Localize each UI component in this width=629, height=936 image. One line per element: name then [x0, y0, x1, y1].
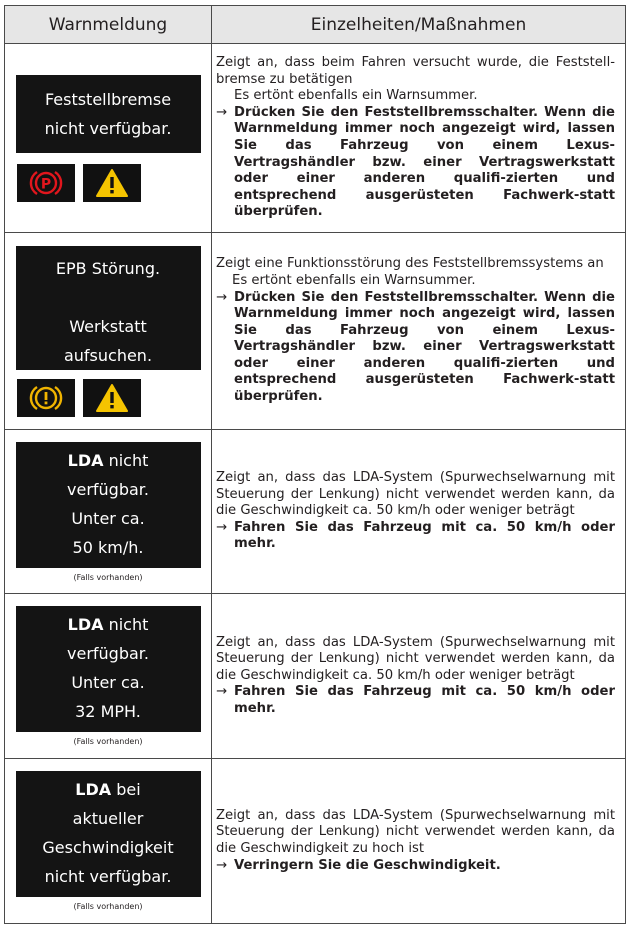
lda-label: LDA: [67, 450, 104, 470]
column-header-details: Einzelheiten/Maßnahmen: [212, 6, 626, 44]
action-text: Verringern Sie die Geschwindigkeit.: [234, 857, 501, 873]
warning-triangle-icon: [83, 164, 141, 202]
arrow-icon: →: [216, 857, 228, 873]
warning-cell: [5, 44, 212, 233]
warning-icons: [17, 379, 211, 417]
details-cell: [212, 44, 626, 233]
display-line: aufsuchen.: [63, 345, 153, 365]
display-line: Werkstatt: [69, 316, 147, 336]
table-row: [5, 233, 626, 430]
display-line: [16, 775, 201, 804]
warning-display: [16, 606, 201, 732]
display-line: nicht verfügbar.: [44, 867, 172, 886]
display-line: [16, 446, 201, 475]
warning-display: [16, 246, 201, 370]
lda-label: LDA: [67, 615, 104, 634]
description-text: Zeigt an, dass das LDA-System (Spurwechselwarnung mit Steuerung der Lenkung) nicht verwendet werden kann, da die Geschwindigkeit ca. 50 km/h oder weniger beträgt: [216, 470, 615, 519]
details-cell: [212, 430, 626, 594]
display-line: Unter ca.: [71, 508, 145, 528]
availability-note: (Falls vorhanden): [73, 572, 143, 582]
description-text: Zeigt an, dass beim Fahren versucht wurde, die Feststell-bremse zu betätigen: [216, 55, 615, 87]
action-instruction: [216, 290, 615, 406]
display-line: Geschwindigkeit: [42, 838, 174, 857]
table-header-row: [5, 6, 626, 44]
display-text: nicht: [103, 450, 149, 470]
warning-icons: [17, 164, 211, 202]
buzzer-note: Es ertönt ebenfalls ein Warnsummer.: [232, 272, 476, 288]
description-text: Zeigt an, dass das LDA-System (Spurwechselwarnung mit Steuerung der Lenkung) nicht verwendet werden kann, da die Geschwindigkeit zu hoch ist: [216, 807, 615, 856]
display-line: verfügbar.: [67, 479, 149, 499]
display-line: verfügbar.: [67, 644, 149, 663]
display-line: EPB Störung.: [55, 258, 161, 278]
details-cell: [212, 233, 626, 430]
warning-cell: [5, 430, 212, 594]
action-instruction: [216, 684, 615, 717]
warning-display: [16, 442, 201, 568]
lda-label: LDA: [75, 780, 112, 799]
display-line: nicht verfügbar.: [44, 118, 172, 138]
warning-cell: [5, 233, 212, 430]
warning-table: [4, 5, 626, 924]
availability-note: (Falls vorhanden): [73, 902, 143, 911]
display-text: bei: [111, 780, 141, 799]
column-header-warning: Warnmeldung: [5, 6, 212, 44]
display-line: [16, 283, 201, 312]
warning-display: [16, 771, 201, 897]
arrow-icon: →: [216, 104, 228, 120]
parking-brake-icon: [17, 164, 75, 202]
display-line: 50 km/h.: [72, 537, 144, 557]
availability-note: (Falls vorhanden): [73, 737, 143, 746]
warning-triangle-icon: [83, 379, 141, 417]
description-text: Zeigt an, dass das LDA-System (Spurwechselwarnung mit Steuerung der Lenkung) nicht verwendet werden kann, da die Geschwindigkeit ca. 50 km/h oder weniger beträgt: [216, 634, 615, 683]
arrow-icon: →: [216, 684, 228, 700]
action-instruction: [216, 105, 615, 221]
svg-text:P: P: [40, 176, 52, 192]
display-line: [16, 610, 201, 639]
action-text: Fahren Sie das Fahrzeug mit ca. 50 km/h oder mehr.: [234, 684, 615, 716]
arrow-icon: →: [216, 519, 228, 535]
description-text: Zeigt eine Funktionsstörung des Feststellbremssystems an: [216, 256, 604, 272]
table-row: [5, 759, 626, 924]
action-text: Fahren Sie das Fahrzeug mit ca. 50 km/h oder mehr.: [234, 519, 615, 552]
action-text: Drücken Sie den Feststellbremsschalter. Wenn die Warnmeldung immer noch angezeigt wird, lassen Sie das Fahrzeug von einem Lexus-Vertragshändler bzw. einer Vertragswerkstatt oder einer anderen qualifi-zierten und entsprechend ausgerüsteten Fachwerk-statt überprüfen.: [234, 104, 615, 220]
arrow-icon: →: [216, 289, 228, 305]
warning-display: [16, 75, 201, 153]
display-line: aktueller: [72, 809, 144, 828]
action-instruction: [216, 520, 615, 553]
display-line: Unter ca.: [71, 673, 145, 692]
display-line: Feststellbremse: [44, 89, 172, 109]
details-cell: [212, 759, 626, 924]
warning-cell: [5, 759, 212, 924]
details-cell: [212, 594, 626, 759]
action-instruction: [216, 858, 615, 875]
table-row: [5, 594, 626, 759]
table-row: [5, 44, 626, 233]
action-text: Drücken Sie den Feststellbremsschalter. Wenn die Warnmeldung immer noch angezeigt wird, lassen Sie das Fahrzeug von einem Lexus-Vertragshändler bzw. einer Vertragswerkstatt oder einer anderen qualifi-zierten und entsprechend ausgerüsteten Fachwerk-statt überprüfen.: [234, 289, 615, 405]
brake-system-icon: [17, 379, 75, 417]
buzzer-note: Es ertönt ebenfalls ein Warnsummer.: [234, 88, 478, 104]
display-line: 32 MPH.: [75, 702, 141, 721]
display-text: nicht: [103, 615, 149, 634]
table-row: [5, 430, 626, 594]
warning-cell: [5, 594, 212, 759]
